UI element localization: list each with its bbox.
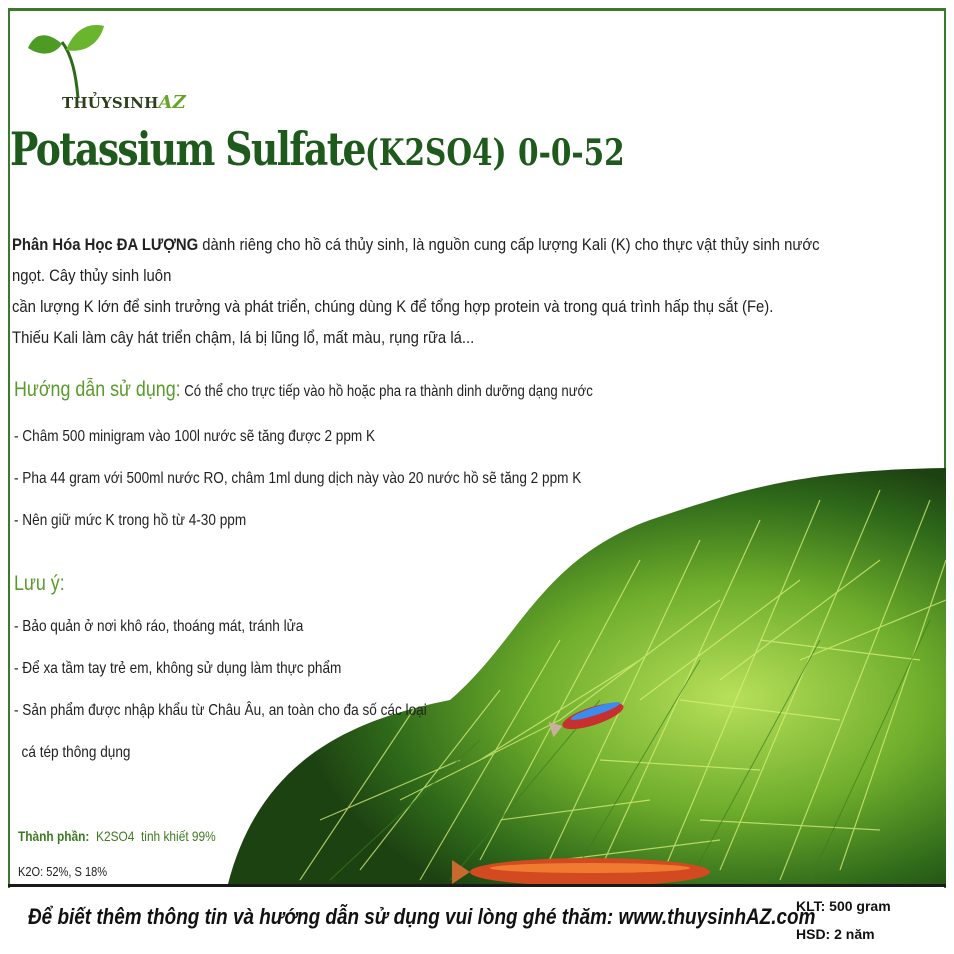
usage-heading: Hướng dẫn sử dụng: Có thể cho trực tiếp vào hồ hoặc pha ra thành dinh dưỡng dạng nước — [14, 378, 593, 401]
product-description — [12, 230, 822, 354]
title-ratio: 0-0-52 — [518, 132, 625, 174]
expiry-date: HSD: 2 năm — [796, 926, 875, 942]
bottom-border — [8, 884, 946, 887]
usage-item: - Châm 500 minigram vào 100l nước sẽ tăng được 2 ppm K — [14, 428, 376, 445]
notes-item: - Để xa tầm tay trẻ em, không sử dụng làm thực phẩm — [14, 660, 342, 677]
leaf-sprout-icon — [26, 20, 136, 100]
footer-info: Để biết thêm thông tin và hướng dẫn sử dụng vui lòng ghé thăm: www.thuysinhAZ.com — [28, 904, 816, 929]
intro-line-2: cần lượng K lớn để sinh trưởng và phát triển, chúng dùng K để tổng hợp protein và trong quá trình hấp thụ sắt (Fe). — [12, 298, 774, 316]
notes-item: cá tép thông dụng — [14, 744, 131, 761]
composition-detail: K2O: 52%, S 18% — [18, 864, 108, 879]
title-main: Potassium Sulfate — [10, 122, 365, 176]
notes-item: - Sản phẩm được nhập khẩu từ Châu Âu, an toàn cho đa số các loại — [14, 702, 427, 719]
title-formula: (K2SO4) — [364, 132, 507, 174]
intro-line-1: Phân Hóa Học ĐA LƯỢNG dành riêng cho hồ cá thủy sinh, là nguồn cung cấp lượng Kali (K) cho thực vật thủy sinh nước ngọt. Cây thủy sinh luôn — [12, 236, 820, 285]
usage-item: - Pha 44 gram với 500ml nước RO, châm 1ml dung dịch này vào 20 nước hồ sẽ tăng 2 ppm K — [14, 470, 582, 487]
intro-line-3: Thiếu Kali làm cây hát triển chậm, lá bị lũng lổ, mất màu, rụng rữa lá... — [12, 329, 475, 347]
product-title — [10, 122, 625, 176]
notes-heading: Lưu ý: — [14, 572, 65, 595]
brand-name: THỦYSINHAZ — [62, 92, 186, 113]
usage-item: - Nên giữ mức K trong hồ từ 4-30 ppm — [14, 512, 247, 529]
notes-item: - Bảo quản ở nơi khô ráo, thoáng mát, tránh lửa — [14, 618, 304, 635]
composition: Thành phần: K2SO4 tinh khiết 99% — [18, 828, 216, 844]
net-weight: KLT: 500 gram — [796, 898, 891, 914]
